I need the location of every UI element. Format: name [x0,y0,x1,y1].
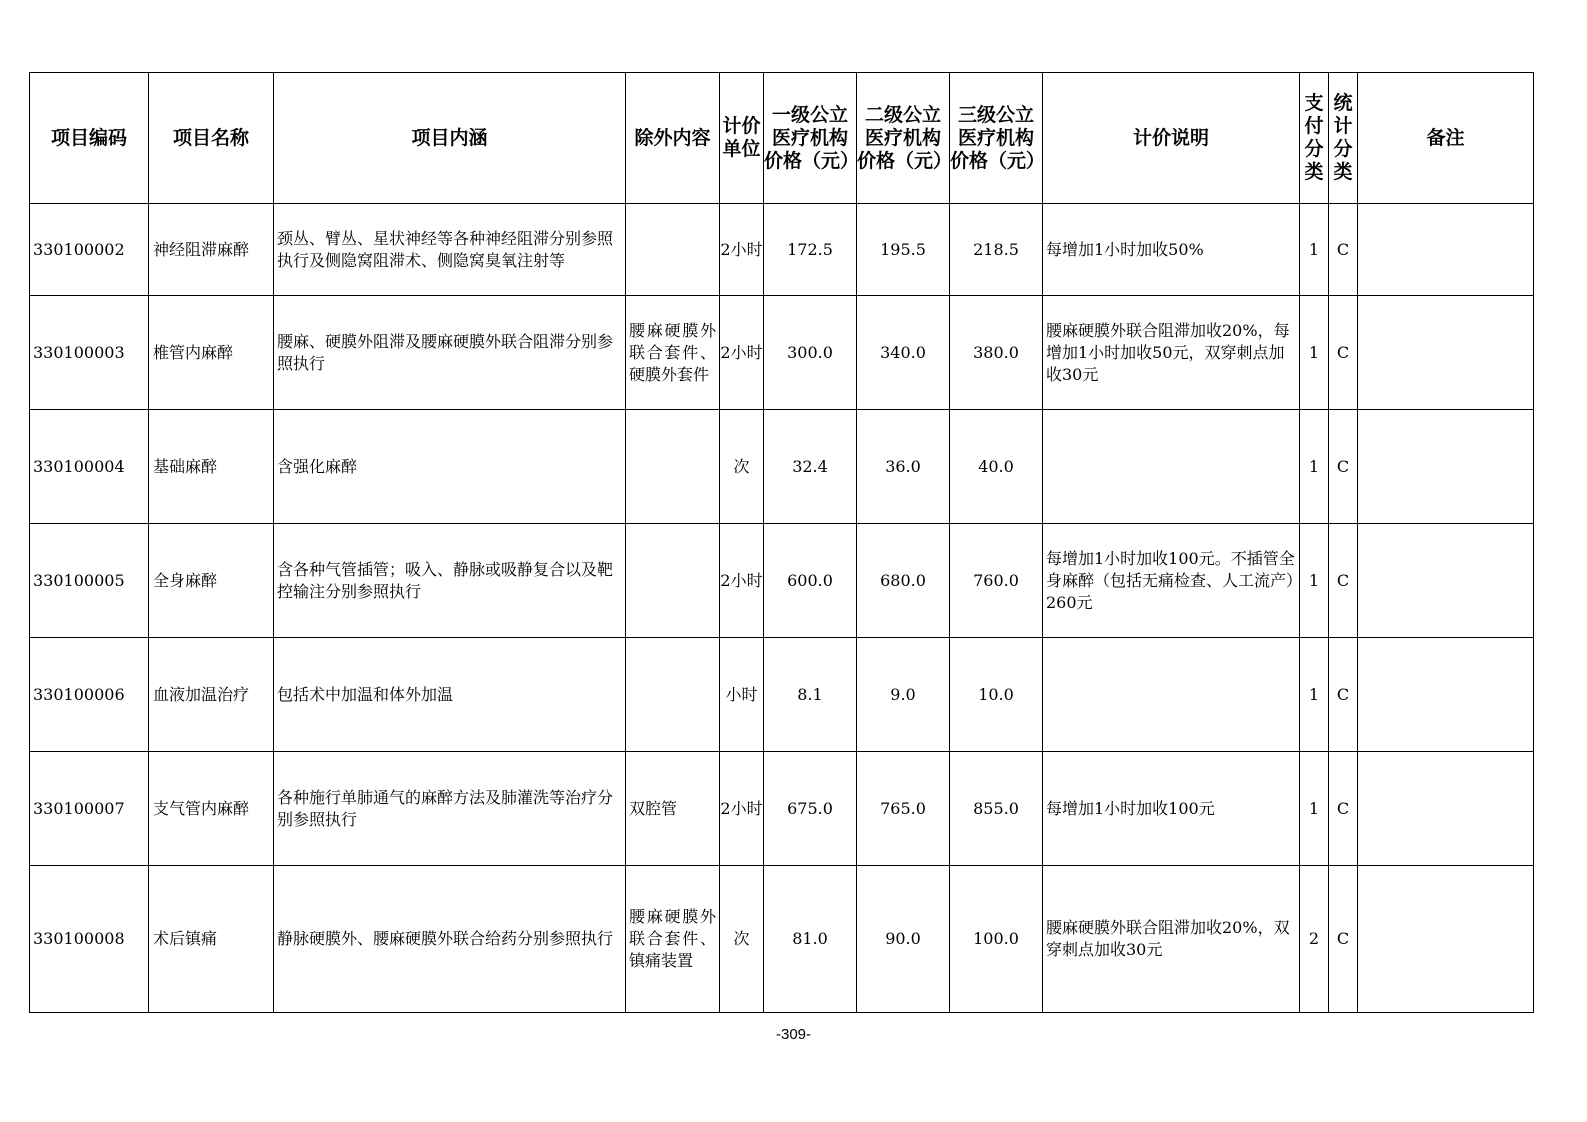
cell-remark [1358,204,1534,296]
cell-note: 每增加1小时加收100元。不插管全身麻醉（包括无痛检查、人工流产）260元 [1043,524,1300,638]
cell-name: 血液加温治疗 [149,638,274,752]
cell-exclusions: 腰麻硬膜外联合套件、镇痛装置 [626,866,720,1013]
cell-content: 各种施行单肺通气的麻醉方法及肺灌洗等治疗分别参照执行 [274,752,626,866]
cell-content: 腰麻、硬膜外阻滞及腰麻硬膜外联合阻滞分别参照执行 [274,296,626,410]
header-content: 项目内涵 [274,73,626,204]
table-row [30,866,1534,1013]
cell-content: 包括术中加温和体外加温 [274,638,626,752]
table-row [30,204,1534,296]
cell-price-level3: 100.0 [950,866,1043,1013]
table-row [30,638,1534,752]
cell-code: 330100007 [30,752,149,866]
cell-note [1043,638,1300,752]
cell-price-level1: 172.5 [764,204,857,296]
cell-price-level2: 765.0 [857,752,950,866]
cell-stat-class: C [1329,638,1358,752]
table-row [30,524,1534,638]
cell-price-level3: 40.0 [950,410,1043,524]
cell-note: 腰麻硬膜外联合阻滞加收20%，双穿刺点加收30元 [1043,866,1300,1013]
cell-pay-class: 1 [1300,204,1329,296]
cell-pay-class: 2 [1300,866,1329,1013]
header-code: 项目编码 [30,73,149,204]
cell-remark [1358,524,1534,638]
header-stat-class: 统计分类 [1329,73,1358,204]
cell-unit: 次 [720,410,764,524]
cell-price-level2: 9.0 [857,638,950,752]
cell-unit: 2小时 [720,524,764,638]
cell-price-level3: 760.0 [950,524,1043,638]
cell-content: 含各种气管插管；吸入、静脉或吸静复合以及靶控输注分别参照执行 [274,524,626,638]
cell-price-level2: 680.0 [857,524,950,638]
header-price-level1: 一级公立医疗机构价格（元） [764,73,857,204]
cell-exclusions [626,524,720,638]
header-name: 项目名称 [149,73,274,204]
cell-unit: 小时 [720,638,764,752]
cell-price-level3: 380.0 [950,296,1043,410]
cell-pay-class: 1 [1300,638,1329,752]
cell-name: 支气管内麻醉 [149,752,274,866]
cell-name: 全身麻醉 [149,524,274,638]
cell-pay-class: 1 [1300,524,1329,638]
cell-unit: 次 [720,866,764,1013]
cell-remark [1358,752,1534,866]
cell-exclusions [626,410,720,524]
cell-stat-class: C [1329,410,1358,524]
cell-price-level2: 90.0 [857,866,950,1013]
cell-price-level1: 300.0 [764,296,857,410]
cell-price-level2: 340.0 [857,296,950,410]
cell-note [1043,410,1300,524]
cell-exclusions [626,204,720,296]
cell-price-level2: 195.5 [857,204,950,296]
cell-code: 330100004 [30,410,149,524]
cell-code: 330100006 [30,638,149,752]
cell-price-level2: 36.0 [857,410,950,524]
cell-note: 每增加1小时加收100元 [1043,752,1300,866]
cell-pay-class: 1 [1300,752,1329,866]
cell-stat-class: C [1329,524,1358,638]
cell-exclusions [626,638,720,752]
header-price-level3: 三级公立医疗机构价格（元） [950,73,1043,204]
header-note: 计价说明 [1043,73,1300,204]
cell-exclusions: 双腔管 [626,752,720,866]
table-row [30,410,1534,524]
cell-code: 330100008 [30,866,149,1013]
table-row [30,296,1534,410]
cell-unit: 2小时 [720,296,764,410]
cell-note: 腰麻硬膜外联合阻滞加收20%，每增加1小时加收50元，双穿刺点加收30元 [1043,296,1300,410]
header-price-level2: 二级公立医疗机构价格（元） [857,73,950,204]
cell-unit: 2小时 [720,204,764,296]
cell-price-level3: 855.0 [950,752,1043,866]
cell-note: 每增加1小时加收50% [1043,204,1300,296]
cell-remark [1358,296,1534,410]
cell-content: 颈丛、臂丛、星状神经等各种神经阻滞分别参照执行及侧隐窝阻滞术、侧隐窝臭氧注射等 [274,204,626,296]
cell-remark [1358,866,1534,1013]
page-number: -309- [775,1026,812,1043]
cell-code: 330100003 [30,296,149,410]
table-row [30,752,1534,866]
cell-name: 椎管内麻醉 [149,296,274,410]
cell-stat-class: C [1329,752,1358,866]
cell-exclusions: 腰麻硬膜外联合套件、硬膜外套件 [626,296,720,410]
cell-stat-class: C [1329,866,1358,1013]
cell-stat-class: C [1329,296,1358,410]
cell-price-level1: 675.0 [764,752,857,866]
cell-pay-class: 1 [1300,296,1329,410]
header-row [30,73,1534,204]
cell-pay-class: 1 [1300,410,1329,524]
cell-stat-class: C [1329,204,1358,296]
cell-name: 神经阻滞麻醉 [149,204,274,296]
cell-remark [1358,638,1534,752]
cell-price-level1: 32.4 [764,410,857,524]
cell-name: 术后镇痛 [149,866,274,1013]
header-remark: 备注 [1358,73,1534,204]
cell-code: 330100005 [30,524,149,638]
cell-remark [1358,410,1534,524]
cell-code: 330100002 [30,204,149,296]
cell-price-level1: 8.1 [764,638,857,752]
cell-name: 基础麻醉 [149,410,274,524]
cell-unit: 2小时 [720,752,764,866]
cell-content: 静脉硬膜外、腰麻硬膜外联合给药分别参照执行 [274,866,626,1013]
cell-price-level3: 10.0 [950,638,1043,752]
cell-price-level1: 81.0 [764,866,857,1013]
fee-schedule-table [29,72,1534,1013]
header-exclusions: 除外内容 [626,73,720,204]
cell-price-level3: 218.5 [950,204,1043,296]
header-unit: 计价单位 [720,73,764,204]
cell-content: 含强化麻醉 [274,410,626,524]
cell-price-level1: 600.0 [764,524,857,638]
header-pay-class: 支付分类 [1300,73,1329,204]
